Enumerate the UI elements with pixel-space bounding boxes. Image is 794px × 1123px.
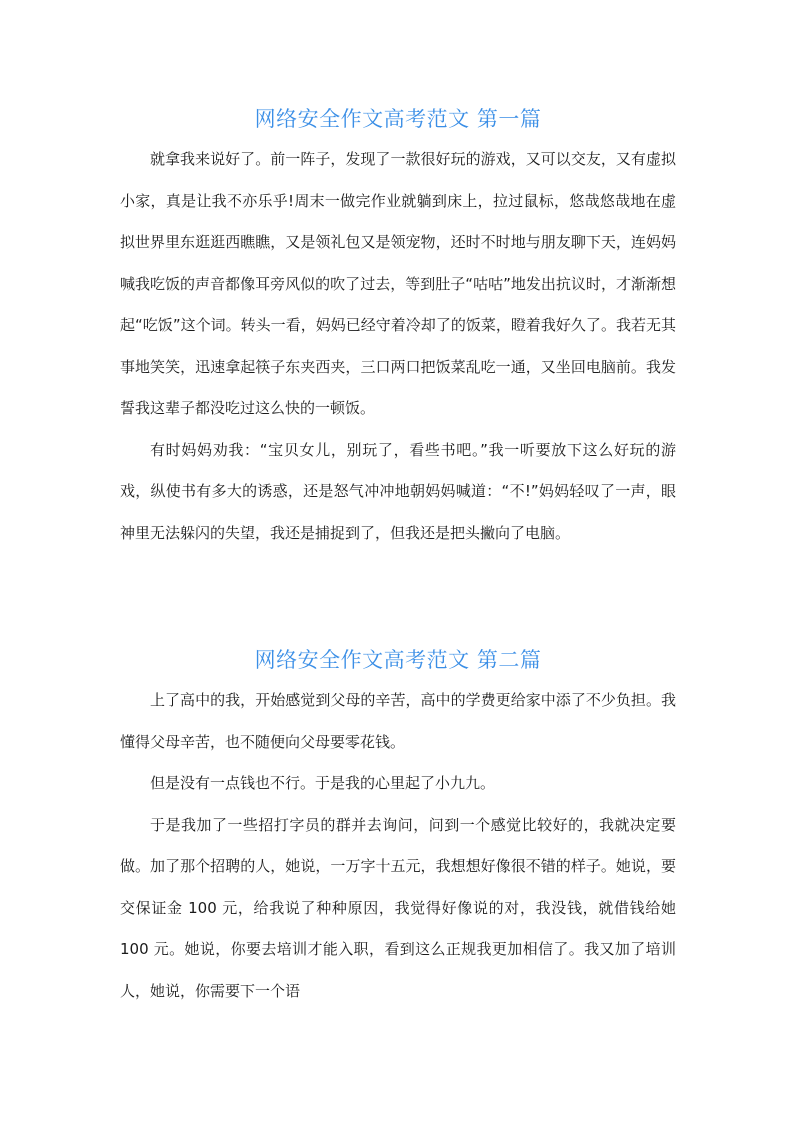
- article-1-body: [120, 139, 676, 554]
- article-2-paragraph-1: 上了高中的我，开始感觉到父母的辛苦，高中的学费更给家中添了不少负担。我懂得父母辛苦，也不随便向父母要零花钱。: [120, 691, 676, 751]
- article-1-paragraph-2: 有时妈妈劝我：“宝贝女儿，别玩了，看些书吧。”我一听要放下这么好玩的游戏，纵使书有多大的诱惑，还是怒气冲冲地朝妈妈喊道：“不!”妈妈轻叹了一声，眼神里无法躲闪的失望，我还是捕捉到了，但我还是把头撇向了电脑。: [120, 440, 676, 542]
- article-2-body: [120, 680, 676, 1012]
- article-2-title: 网络安全作文高考范文 第二篇: [254, 648, 542, 672]
- article-1-paragraph-1: 就拿我来说好了。前一阵子，发现了一款很好玩的游戏，又可以交友，又有虚拟小家，真是让我不亦乐乎!周末一做完作业就躺到床上，拉过鼠标，悠哉悠哉地在虚拟世界里东逛逛西瞧瞧，又是领礼包又是领宠物，还时不时地与朋友聊下天，连妈妈喊我吃饭的声音都像耳旁风似的吹了过去，等到肚子“咕咕”地发出抗议时，才渐渐想起“吃饭”这个词。转头一看，妈妈已经守着冷却了的饭菜，瞪着我好久了。我若无其事地笑笑，迅速拿起筷子东夹西夹，三口两口把饭菜乱吃一通，又坐回电脑前。我发誓我这辈子都没吃过这么快的一顿饭。: [120, 150, 676, 417]
- article-2-paragraph-3: 于是我加了一些招打字员的群并去询问，问到一个感觉比较好的，我就决定要做。加了那个招聘的人，她说，一万字十五元，我想想好像很不错的样子。她说，要交保证金 100 元，给我说了种种原因，我觉得好像说的对，我没钱，就借钱给她 100 元。她说，你要去培训才能入职，看到这么正规我更加相信了。我又加了培训人，她说，你需要下一个语: [120, 815, 676, 1000]
- article-2-paragraph-2: 但是没有一点钱也不行。于是我的心里起了小九九。: [150, 774, 496, 792]
- article-1-title: 网络安全作文高考范文 第一篇: [254, 107, 542, 131]
